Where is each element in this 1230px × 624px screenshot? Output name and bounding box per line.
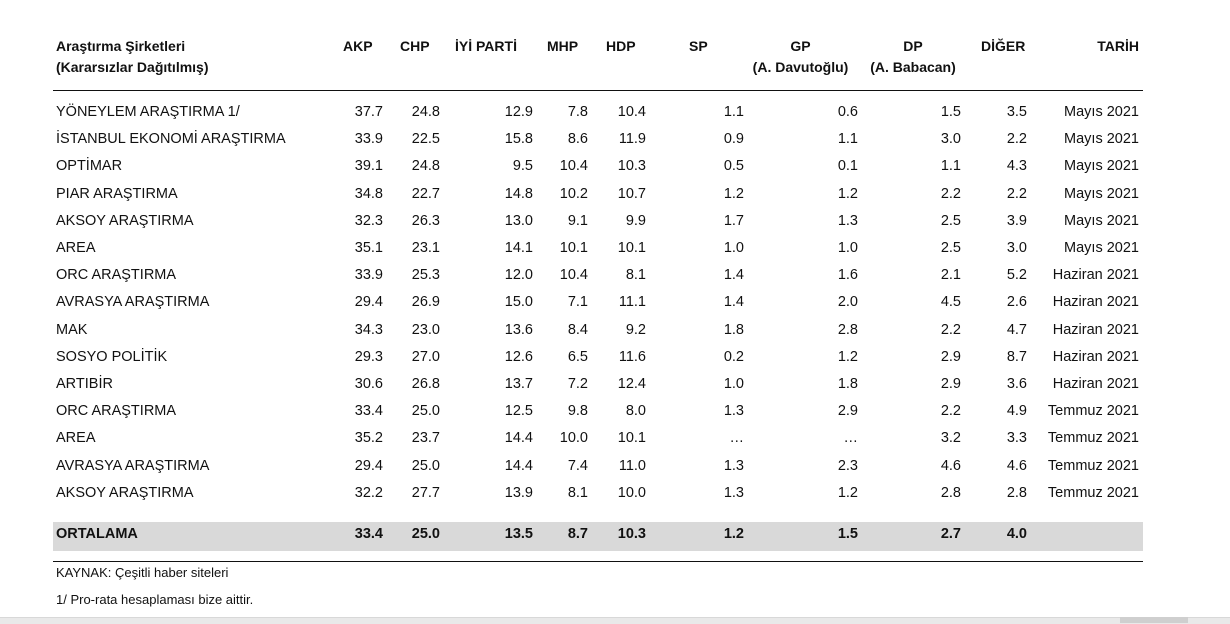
cell-mhp: 7.4 bbox=[567, 457, 588, 474]
cell-company: AKSOY ARAŞTIRMA bbox=[56, 484, 194, 501]
cell-gp: 2.8 bbox=[837, 321, 858, 338]
cell-hdp: 10.1 bbox=[617, 240, 646, 256]
cell-company: İSTANBUL EKONOMİ ARAŞTIRMA bbox=[56, 131, 286, 148]
cell-sp: 1.0 bbox=[723, 240, 744, 256]
cell-hdp: 9.9 bbox=[625, 212, 646, 229]
cell-sp: 1.3 bbox=[723, 457, 744, 474]
cell-company: AVRASYA ARAŞTIRMA bbox=[56, 294, 210, 311]
cell-diger: 3.9 bbox=[1006, 212, 1027, 229]
cell-tarih: Mayıs 2021 bbox=[1064, 104, 1139, 120]
cell-company: OPTİMAR bbox=[56, 158, 123, 175]
cell-gp: 1.0 bbox=[837, 240, 858, 256]
cell-chp: 25.0 bbox=[411, 457, 440, 474]
cell-company: ORC ARAŞTIRMA bbox=[56, 267, 177, 284]
cell-iyi: 15.0 bbox=[504, 294, 533, 311]
cell-iyi: 12.5 bbox=[504, 403, 533, 420]
cell-dp: 1.1 bbox=[940, 158, 961, 175]
cell-tarih: Temmuz 2021 bbox=[1047, 484, 1139, 501]
cell-diger: 2.8 bbox=[1006, 484, 1027, 501]
cell-hdp: 11.9 bbox=[618, 131, 646, 148]
cell-iyi: 13.7 bbox=[504, 376, 533, 392]
table-row bbox=[53, 208, 1143, 235]
cell-sp: 1.3 bbox=[723, 484, 744, 501]
cell-gp: 0.1 bbox=[837, 158, 858, 175]
cell-diger: 8.7 bbox=[1006, 348, 1027, 365]
table-row bbox=[53, 398, 1143, 425]
cell-iyi: 12.9 bbox=[504, 104, 533, 120]
cell-hdp: 9.2 bbox=[625, 321, 646, 338]
cell-hdp: 12.4 bbox=[617, 376, 646, 392]
average-mhp: 8.7 bbox=[567, 526, 588, 542]
cell-akp: 30.6 bbox=[354, 376, 383, 392]
cell-akp: 33.4 bbox=[354, 403, 383, 420]
cell-iyi: 14.8 bbox=[504, 185, 533, 202]
cell-chp: 26.8 bbox=[411, 376, 440, 392]
cell-sp: … bbox=[729, 430, 744, 447]
cell-sp: 1.3 bbox=[723, 403, 744, 420]
cell-dp: 2.5 bbox=[940, 212, 961, 229]
cell-hdp: 10.3 bbox=[617, 158, 646, 175]
cell-sp: 0.2 bbox=[723, 348, 744, 365]
cell-gp: 0.6 bbox=[837, 104, 858, 120]
table-row bbox=[53, 289, 1143, 316]
header-company bbox=[56, 36, 209, 78]
cell-mhp: 9.1 bbox=[567, 212, 588, 229]
cell-company: PIAR ARAŞTIRMA bbox=[56, 185, 178, 202]
header-akp: AKP bbox=[343, 38, 373, 54]
cell-mhp: 10.0 bbox=[559, 430, 588, 447]
cell-company: AKSOY ARAŞTIRMA bbox=[56, 212, 194, 229]
cell-company: SOSYO POLİTİK bbox=[56, 348, 168, 365]
cell-iyi: 15.8 bbox=[504, 131, 533, 148]
cell-gp: 1.1 bbox=[837, 131, 858, 148]
cell-company: YÖNEYLEM ARAŞTIRMA 1/ bbox=[56, 104, 240, 120]
cell-akp: 34.3 bbox=[354, 321, 383, 338]
cell-tarih: Mayıs 2021 bbox=[1064, 240, 1139, 256]
cell-diger: 4.3 bbox=[1006, 158, 1027, 175]
average-hdp: 10.3 bbox=[617, 526, 646, 542]
average-akp: 33.4 bbox=[354, 526, 383, 542]
cell-mhp: 8.4 bbox=[567, 321, 588, 338]
cell-akp: 37.7 bbox=[354, 104, 383, 120]
cell-sp: 1.4 bbox=[723, 294, 744, 311]
cell-company: AREA bbox=[56, 240, 96, 256]
scrollbar-thumb[interactable] bbox=[1120, 617, 1188, 623]
cell-diger: 3.3 bbox=[1006, 430, 1027, 447]
cell-dp: 2.8 bbox=[940, 484, 961, 501]
header-hdp: HDP bbox=[606, 38, 636, 54]
cell-dp: 2.2 bbox=[940, 321, 961, 338]
cell-akp: 29.3 bbox=[354, 348, 383, 365]
cell-diger: 3.6 bbox=[1006, 376, 1027, 392]
cell-gp: 2.0 bbox=[837, 294, 858, 311]
cell-iyi: 14.4 bbox=[504, 430, 533, 447]
cell-akp: 39.1 bbox=[354, 158, 383, 175]
cell-tarih: Temmuz 2021 bbox=[1047, 403, 1139, 420]
cell-gp: 1.3 bbox=[837, 212, 858, 229]
cell-company: ORC ARAŞTIRMA bbox=[56, 403, 177, 420]
cell-sp: 1.8 bbox=[723, 321, 744, 338]
cell-hdp: 11.6 bbox=[618, 348, 646, 365]
cell-akp: 35.1 bbox=[354, 240, 383, 256]
header-gp-line1: GP bbox=[790, 38, 811, 54]
cell-dp: 1.5 bbox=[940, 104, 961, 120]
cell-diger: 4.6 bbox=[1006, 457, 1027, 474]
average-diger: 4.0 bbox=[1006, 526, 1027, 542]
cell-iyi: 13.6 bbox=[504, 321, 533, 338]
cell-dp: 2.1 bbox=[940, 267, 961, 284]
cell-tarih: Temmuz 2021 bbox=[1047, 457, 1139, 474]
cell-tarih: Haziran 2021 bbox=[1052, 321, 1139, 338]
cell-dp: 2.9 bbox=[940, 348, 961, 365]
table-row bbox=[53, 181, 1143, 208]
cell-mhp: 8.6 bbox=[567, 131, 588, 148]
cell-gp: 1.8 bbox=[837, 376, 858, 392]
cell-dp: 3.0 bbox=[940, 131, 961, 148]
cell-dp: 4.5 bbox=[940, 294, 961, 311]
cell-mhp: 6.5 bbox=[567, 348, 588, 365]
cell-chp: 23.0 bbox=[411, 321, 440, 338]
cell-chp: 24.8 bbox=[411, 104, 440, 120]
cell-chp: 22.7 bbox=[411, 185, 440, 202]
cell-company: AVRASYA ARAŞTIRMA bbox=[56, 457, 210, 474]
table-row bbox=[53, 99, 1143, 126]
cell-dp: 2.5 bbox=[940, 240, 961, 256]
average-dp: 2.7 bbox=[940, 526, 961, 542]
cell-dp: 3.2 bbox=[940, 430, 961, 447]
cell-chp: 23.1 bbox=[411, 240, 440, 256]
table-row bbox=[53, 126, 1143, 153]
cell-akp: 33.9 bbox=[354, 267, 383, 284]
cell-gp: 1.2 bbox=[837, 185, 858, 202]
cell-hdp: 10.4 bbox=[617, 104, 646, 120]
cell-iyi: 12.6 bbox=[504, 348, 533, 365]
cell-mhp: 7.1 bbox=[567, 294, 588, 311]
cell-dp: 4.6 bbox=[940, 457, 961, 474]
cell-dp: 2.9 bbox=[940, 376, 961, 392]
cell-tarih: Haziran 2021 bbox=[1052, 267, 1139, 284]
cell-tarih: Mayıs 2021 bbox=[1064, 131, 1139, 148]
cell-hdp: 10.7 bbox=[617, 185, 646, 202]
cell-mhp: 9.8 bbox=[567, 403, 588, 420]
header-iyi: İYİ PARTİ bbox=[455, 38, 517, 54]
cell-tarih: Haziran 2021 bbox=[1052, 376, 1139, 392]
table-row bbox=[53, 235, 1143, 262]
average-sp: 1.2 bbox=[723, 526, 744, 542]
cell-hdp: 11.1 bbox=[618, 294, 646, 311]
cell-sp: 0.5 bbox=[723, 158, 744, 175]
cell-gp: 1.6 bbox=[837, 267, 858, 284]
cell-chp: 25.0 bbox=[411, 403, 440, 420]
table-row bbox=[53, 480, 1143, 507]
cell-dp: 2.2 bbox=[940, 403, 961, 420]
cell-mhp: 8.1 bbox=[567, 484, 588, 501]
cell-akp: 35.2 bbox=[354, 430, 383, 447]
average-label: ORTALAMA bbox=[56, 526, 138, 542]
cell-iyi: 9.5 bbox=[512, 158, 533, 175]
cell-iyi: 13.0 bbox=[504, 212, 533, 229]
cell-company: MAK bbox=[56, 321, 88, 338]
table-row bbox=[53, 153, 1143, 180]
cell-gp: 2.3 bbox=[837, 457, 858, 474]
header-company-line2: (Kararsızlar Dağıtılmış) bbox=[56, 59, 209, 75]
table-row bbox=[53, 262, 1143, 289]
footnote: 1/ Pro-rata hesaplaması bize aittir. bbox=[56, 592, 254, 607]
cell-hdp: 8.1 bbox=[625, 267, 646, 284]
table-row bbox=[53, 344, 1143, 371]
cell-sp: 1.1 bbox=[723, 104, 744, 120]
cell-akp: 34.8 bbox=[354, 185, 383, 202]
cell-diger: 2.2 bbox=[1006, 131, 1027, 148]
table-header bbox=[53, 36, 1143, 90]
cell-diger: 2.6 bbox=[1006, 294, 1027, 311]
cell-gp: 1.2 bbox=[837, 484, 858, 501]
average-iyi: 13.5 bbox=[504, 526, 533, 542]
cell-iyi: 14.1 bbox=[504, 240, 533, 256]
header-dp-line2: (A. Babacan) bbox=[870, 59, 956, 75]
cell-mhp: 10.2 bbox=[559, 185, 588, 202]
cell-gp: 2.9 bbox=[837, 403, 858, 420]
cell-tarih: Mayıs 2021 bbox=[1064, 212, 1139, 229]
table-row bbox=[53, 453, 1143, 480]
table-row bbox=[53, 425, 1143, 452]
cell-akp: 29.4 bbox=[354, 457, 383, 474]
table-row bbox=[53, 317, 1143, 344]
header-gp bbox=[743, 36, 858, 78]
cell-chp: 26.9 bbox=[411, 294, 440, 311]
average-row bbox=[53, 522, 1143, 551]
cell-chp: 23.7 bbox=[411, 430, 440, 447]
header-gp-line2: (A. Davutoğlu) bbox=[752, 59, 849, 75]
cell-iyi: 12.0 bbox=[504, 267, 533, 284]
header-dp-line1: DP bbox=[903, 38, 923, 54]
cell-hdp: 10.1 bbox=[617, 430, 646, 447]
cell-tarih: Mayıs 2021 bbox=[1064, 158, 1139, 175]
cell-chp: 25.3 bbox=[411, 267, 440, 284]
cell-diger: 2.2 bbox=[1006, 185, 1027, 202]
cell-hdp: 8.0 bbox=[625, 403, 646, 420]
cell-diger: 3.0 bbox=[1006, 240, 1027, 256]
cell-chp: 24.8 bbox=[411, 158, 440, 175]
cell-akp: 32.3 bbox=[354, 212, 383, 229]
cell-tarih: Haziran 2021 bbox=[1052, 348, 1139, 365]
cell-akp: 32.2 bbox=[354, 484, 383, 501]
header-company-line1: Araştırma Şirketleri bbox=[56, 38, 186, 54]
table-row bbox=[53, 371, 1143, 398]
cell-chp: 27.7 bbox=[411, 484, 440, 501]
cell-sp: 1.0 bbox=[723, 376, 744, 392]
header-tarih: TARİH bbox=[1097, 38, 1139, 54]
cell-iyi: 13.9 bbox=[504, 484, 533, 501]
cell-chp: 27.0 bbox=[411, 348, 440, 365]
source-note: KAYNAK: Çeşitli haber siteleri bbox=[56, 565, 229, 580]
cell-gp: … bbox=[843, 430, 858, 447]
header-dp bbox=[863, 36, 963, 78]
cell-chp: 22.5 bbox=[411, 131, 440, 148]
average-chp: 25.0 bbox=[411, 526, 440, 542]
cell-mhp: 10.4 bbox=[559, 267, 588, 284]
cell-sp: 0.9 bbox=[723, 131, 744, 148]
cell-tarih: Haziran 2021 bbox=[1052, 294, 1139, 311]
header-chp: CHP bbox=[400, 38, 430, 54]
header-diger: DİĞER bbox=[981, 38, 1026, 54]
cell-company: ARTIBİR bbox=[56, 376, 113, 392]
header-rule bbox=[53, 90, 1143, 91]
cell-sp: 1.7 bbox=[723, 212, 744, 229]
cell-tarih: Mayıs 2021 bbox=[1064, 185, 1139, 202]
cell-mhp: 10.1 bbox=[559, 240, 588, 256]
average-gp: 1.5 bbox=[837, 526, 858, 542]
cell-hdp: 10.0 bbox=[617, 484, 646, 501]
cell-chp: 26.3 bbox=[411, 212, 440, 229]
cell-akp: 33.9 bbox=[354, 131, 383, 148]
cell-company: AREA bbox=[56, 430, 96, 447]
header-sp: SP bbox=[689, 38, 708, 54]
footer-rule bbox=[53, 561, 1143, 562]
cell-hdp: 11.0 bbox=[618, 457, 646, 474]
cell-mhp: 7.2 bbox=[567, 376, 588, 392]
cell-dp: 2.2 bbox=[940, 185, 961, 202]
cell-tarih: Temmuz 2021 bbox=[1047, 430, 1139, 447]
cell-akp: 29.4 bbox=[354, 294, 383, 311]
cell-mhp: 10.4 bbox=[559, 158, 588, 175]
cell-diger: 3.5 bbox=[1006, 104, 1027, 120]
cell-sp: 1.4 bbox=[723, 267, 744, 284]
cell-sp: 1.2 bbox=[723, 185, 744, 202]
cell-diger: 4.9 bbox=[1006, 403, 1027, 420]
cell-diger: 4.7 bbox=[1006, 321, 1027, 338]
cell-diger: 5.2 bbox=[1006, 267, 1027, 284]
cell-gp: 1.2 bbox=[837, 348, 858, 365]
cell-iyi: 14.4 bbox=[504, 457, 533, 474]
cell-mhp: 7.8 bbox=[567, 104, 588, 120]
header-mhp: MHP bbox=[547, 38, 579, 54]
